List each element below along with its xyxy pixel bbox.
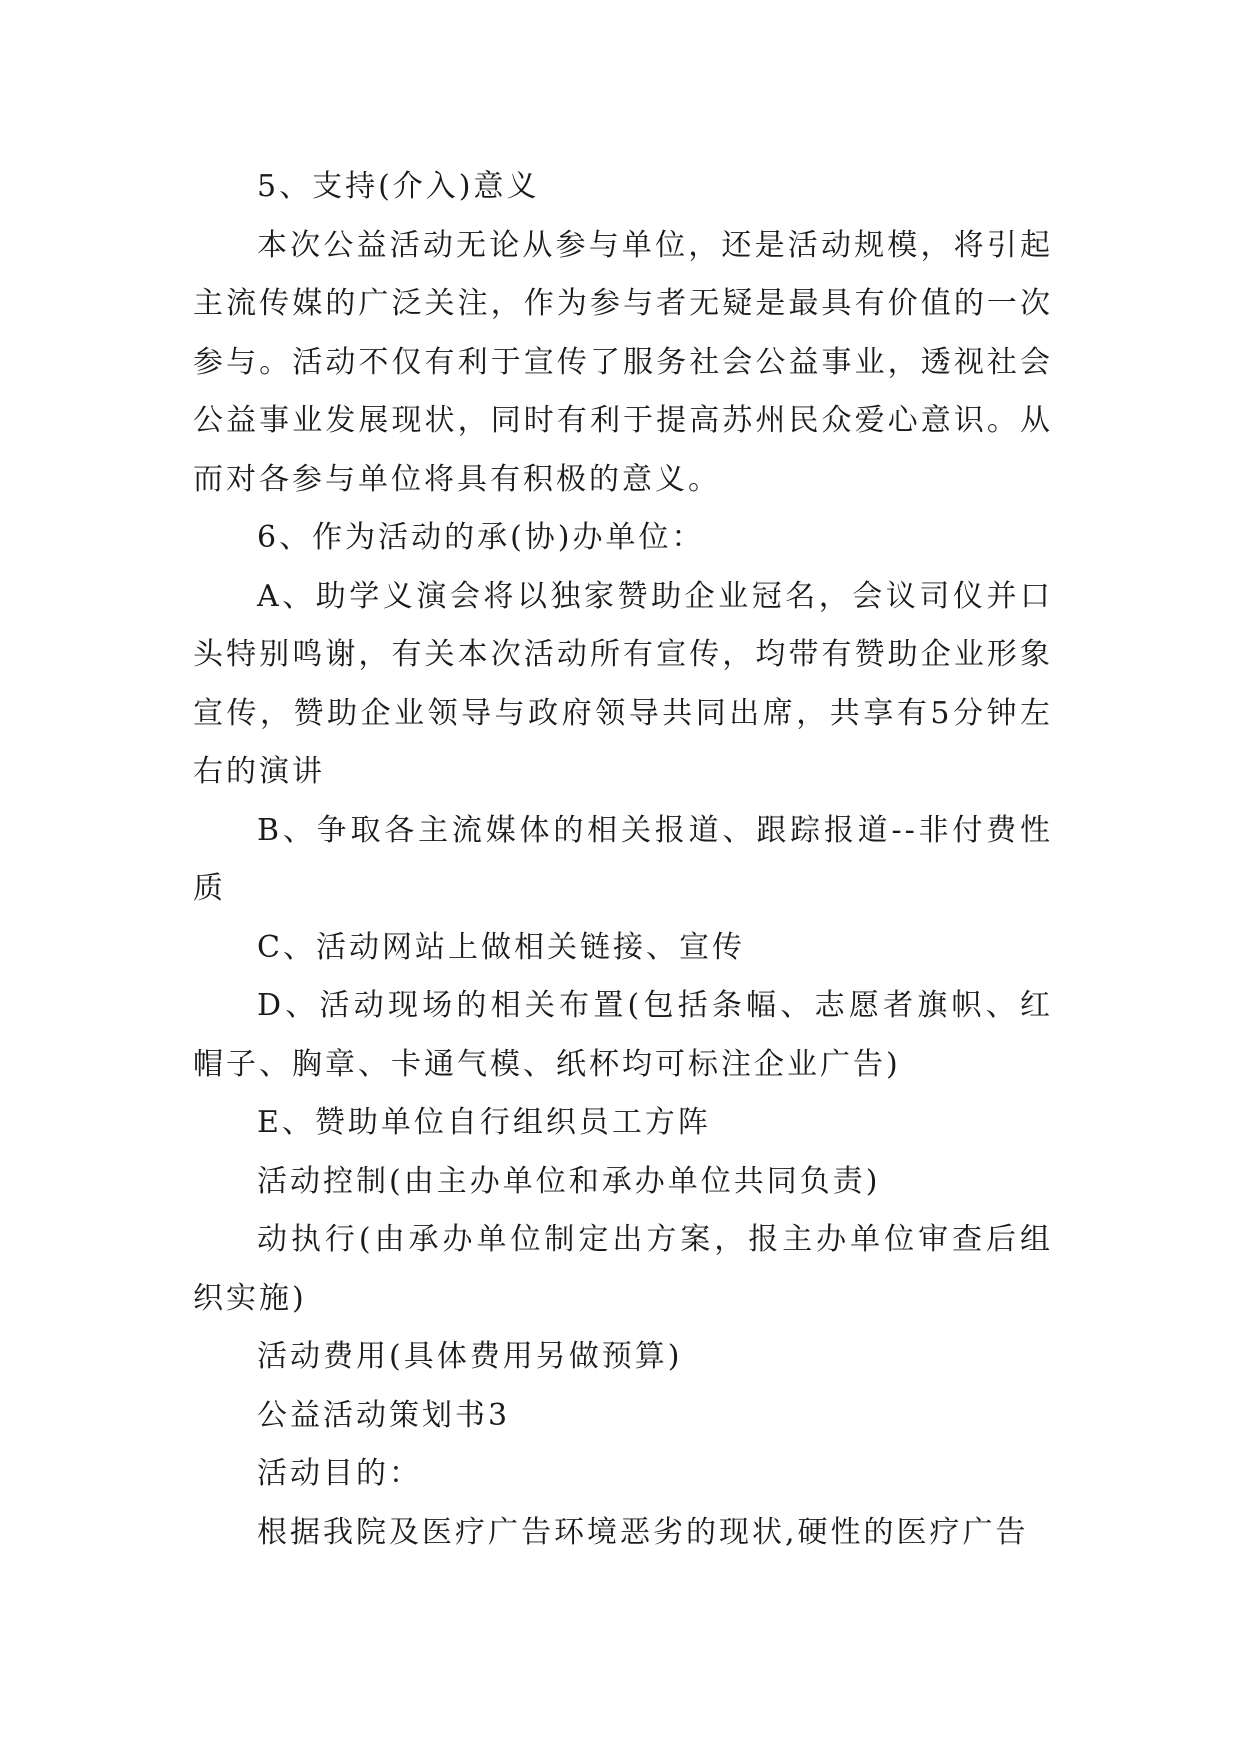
document-section-title: 公益活动策划书3: [257, 1397, 511, 1433]
list-item-d: D、活动现场的相关布置(包括条幅、志愿者旗帜、红帽子、胸章、卡通气模、纸杯均可标注企业广告): [193, 988, 1053, 1082]
document-body: [193, 158, 1053, 1562]
paragraph-purpose-body: 根据我院及医疗广告环境恶劣的现状,硬性的医疗广告: [257, 1514, 1029, 1550]
list-item-b: B、争取各主流媒体的相关报道、跟踪报道--非付费性质: [193, 812, 1053, 906]
section-heading-co-organizer: 6、作为活动的承(协)办单位：: [257, 520, 705, 555]
list-item-c: C、活动网站上做相关链接、宣传: [257, 929, 745, 965]
paragraph-significance-body: 本次公益活动无论从参与单位，还是活动规模，将引起主流传媒的广泛关注，作为参与者无疑是最具有价值的一次参与。活动不仅有利于宣传了服务社会公益事业，透视社会公益事业发展现状，同时有利于提高苏州民众爱心意识。从而对各参与单位将具有积极的意义。: [193, 227, 1053, 497]
list-item-e: E、赞助单位自行组织员工方阵: [257, 1105, 711, 1140]
paragraph-activity-control: 活动控制(由主办单位和承办单位共同负责): [257, 1163, 881, 1199]
section-heading-purpose: 活动目的：: [257, 1456, 422, 1491]
section-heading-support-significance: 5、支持(介入)意义: [257, 169, 540, 204]
paragraph-activity-cost: 活动费用(具体费用另做预算): [257, 1339, 683, 1374]
list-item-a: A、助学义演会将以独家赞助企业冠名，会议司仪并口头特别鸣谢，有关本次活动所有宣传，均带有赞助企业形象宣传，赞助企业领导与政府领导共同出席，共享有5分钟左右的演讲: [193, 578, 1053, 789]
paragraph-execution: 动执行(由承办单位制定出方案，报主办单位审查后组织实施): [193, 1222, 1053, 1316]
